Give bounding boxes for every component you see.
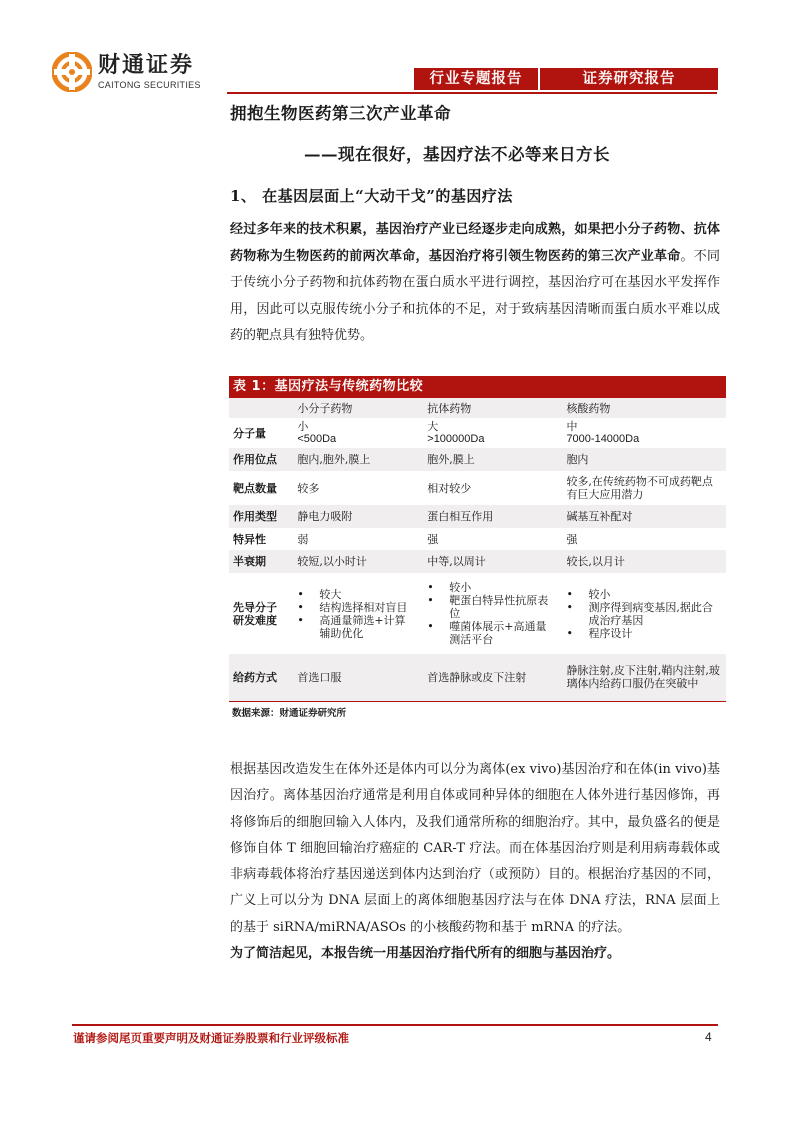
report-subtitle: ——现在很好，基因疗法不必等来日方长 [304, 145, 610, 164]
table-cell [289, 573, 419, 654]
row-label-line: 先导分子 [233, 600, 277, 614]
table-cell: 胞外,膜上 [419, 448, 558, 471]
table-cell: 首选口服 [289, 654, 419, 701]
body-paragraph [230, 757, 720, 967]
table-row [229, 448, 726, 471]
header-tabs [414, 68, 718, 90]
table-cell: 相对较少 [427, 481, 472, 495]
row-label [229, 573, 289, 654]
table-cell: 强 [566, 532, 578, 546]
table-cell [419, 418, 558, 448]
table-cell: 胞内 [558, 448, 726, 471]
table-source: 数据来源：财通证券研究所 [232, 708, 347, 719]
row-label: 半衰期 [229, 550, 289, 573]
table-row [229, 654, 726, 701]
table-cell: 较长,以月计 [558, 550, 726, 573]
cell-line: 小 [297, 420, 309, 433]
row-label: 给药方式 [229, 654, 289, 701]
table-cell: 较多 [297, 481, 320, 495]
table-cell [289, 418, 419, 448]
cell-line: >100000Da [427, 433, 485, 445]
table-cell: 较多,在传统药物不可成药靶点有巨大应用潜力 [566, 475, 713, 501]
list-item: • 噬菌体展示+高通量测活平台 [427, 620, 554, 646]
row-label: 特异性 [233, 532, 266, 546]
table-title: 表 1：基因疗法与传统药物比较 [229, 376, 726, 398]
table-cell: 首选静脉或皮下注射 [419, 654, 558, 701]
table-cell: 静电力吸附 [289, 505, 419, 528]
intro-bold-text: 经过多年来的技术积累，基因治疗产业已经逐步走向成熟，如果把小分子药物、抗体药物称为生物医药的前两次革命，基因治疗将引领生物医药的第三次产业革命 [230, 222, 720, 264]
table-cell: 胞内,胞外,膜上 [289, 448, 419, 471]
table-cell [558, 418, 726, 448]
table-cell: 弱 [297, 532, 309, 546]
comparison-table [229, 398, 726, 702]
table-row [229, 471, 726, 505]
logo-chinese-name: 财通证券 [98, 52, 195, 78]
table-cell [419, 573, 558, 654]
row-label: 作用类型 [229, 505, 289, 528]
table-cell: 较短,以小时计 [289, 550, 419, 573]
caitong-logo-icon [52, 52, 92, 92]
cell-line: 大 [427, 420, 439, 433]
col-header-nucleic-acid: 核酸药物 [558, 398, 726, 418]
cell-line: <500Da [297, 433, 337, 445]
table-cell: 强 [427, 532, 439, 546]
header-divider [227, 92, 717, 94]
list-item: • 测序得到病变基因,据此合成治疗基因 [566, 601, 722, 627]
table-row [229, 550, 726, 573]
body-bold-text: 为了简洁起见，本报告统一用基因治疗指代所有的细胞与基因治疗。 [230, 946, 621, 962]
row-label-line: 研发难度 [233, 613, 277, 627]
company-logo [52, 52, 201, 92]
col-header-small-molecule: 小分子药物 [289, 398, 419, 418]
intro-normal-text: 。不同于传统小分子药物和抗体药物在蛋白质水平进行调控，基因治疗可在基因水平发挥作用，因此可以克服传统小分子和抗体的不足，对于致病基因清晰而蛋白质水平难以成药的靶点具有独特优势。 [230, 248, 720, 343]
table-row [229, 573, 726, 654]
table-cell [558, 573, 726, 654]
cell-line: 中 [566, 420, 578, 433]
row-label: 靶点数量 [233, 481, 277, 495]
list-item: • 靶蛋白特异性抗原表位 [427, 594, 554, 620]
table-row [229, 418, 726, 448]
table-row [229, 528, 726, 550]
cell-line: 7000-14000Da [566, 433, 640, 445]
footer-disclaimer: 谨请参阅尾页重要声明及财通证券股票和行业评级标准 [73, 1031, 349, 1045]
footer-divider [72, 1024, 718, 1026]
section-heading: 1、 在基因层面上“大动干戈”的基因疗法 [230, 187, 513, 205]
report-title: 拥抱生物医药第三次产业革命 [230, 104, 451, 123]
table-corner [229, 398, 289, 418]
page-number: 4 [705, 1030, 712, 1044]
list-item: • 高通量筛选+计算辅助优化 [297, 614, 415, 640]
list-item: • 较小 [566, 588, 722, 601]
list-item: • 较小 [427, 581, 554, 594]
body-text: 根据基因改造发生在体外还是体内可以分为离体(ex vivo)基因治疗和在体(in vivo)基因治疗。离体基因治疗通常是利用自体或同种异体的细胞在人体外进行基因修饰，再将修饰后的细胞回输入人体内，及我们通常所称的细胞治疗。其中，最负盛名的便是修饰自体 T 细胞回输治疗癌症的 CAR-T 疗法。而在体基因治疗则是利用病毒载体或非病毒载体将治疗基因递送到体内达到治疗（或预防）目的。根据治疗基因的不同，广义上可以分为 DNA 层面上的离体细胞基因疗法与在体 DNA 疗法，RNA 层面上的基于 siRNA/miRNA/ASOs 的小核酸药物和基于 mRNA 的疗法。 [230, 762, 720, 935]
list-item: • 结构选择相对盲目 [297, 601, 415, 614]
table-cell: 碱基互补配对 [558, 505, 726, 528]
intro-paragraph [230, 217, 720, 350]
table-cell: 静脉注射,皮下注射,鞘内注射,玻璃体内给药口服仍在突破中 [558, 654, 726, 701]
report-type-label: 行业专题报告 [414, 68, 538, 90]
report-category-label: 证券研究报告 [540, 68, 718, 90]
col-header-antibody: 抗体药物 [419, 398, 558, 418]
list-item: • 程序设计 [566, 627, 722, 640]
row-label: 作用位点 [229, 448, 289, 471]
table-cell: 中等,以周计 [419, 550, 558, 573]
logo-english-name: CAITONG SECURITIES [98, 79, 201, 90]
table-cell: 蛋白相互作用 [419, 505, 558, 528]
table-row [229, 505, 726, 528]
table-header-row [229, 398, 726, 418]
list-item: • 较大 [297, 588, 415, 601]
row-label: 分子量 [233, 426, 266, 440]
